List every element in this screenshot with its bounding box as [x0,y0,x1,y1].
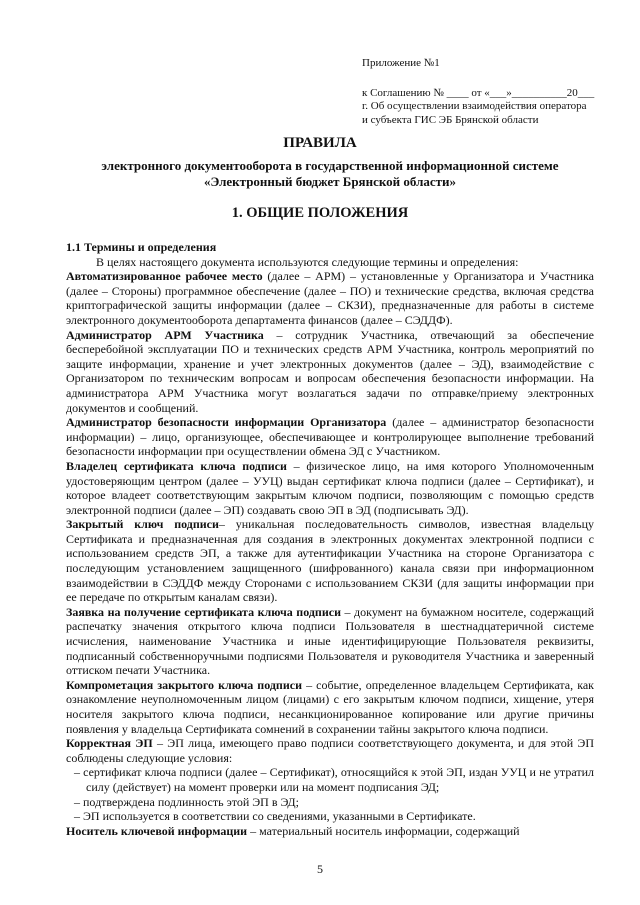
term-name: Носитель ключевой информации [66,823,248,838]
document-title: ПРАВИЛА [283,135,357,151]
term-definition: – ЭП лица, имеющего право подписи соответствующего документа, и для этой ЭП соблюдены следующие условия: [66,736,595,765]
term-name: Автоматизированное рабочее место [66,269,263,284]
page-number: 5 [317,862,323,876]
term-paragraph [66,736,594,765]
annex-line: г. Об осуществлении взаимодействия оператора [362,100,587,112]
term-name: Компрометация закрытого ключа подписи [66,677,302,692]
document-body [66,240,594,838]
term-paragraph [66,678,594,736]
term-definition: (далее – АРМ) – установленные у Организатора и Участника (далее – Стороны) программное обеспечение (далее – ПО) и технические средства, включая средства криптографической защиты информации (далее – СКЗИ), предназначенные для работы в системе электронного документооборота департамента финансов (далее – СЭДДФ). [66,269,594,327]
annex-line: к Соглашению № ____ от «___»__________20___ [362,86,595,99]
condition-item: – подтверждена подлинность этой ЭП в ЭД; [74,794,299,809]
term-name: Владелец сертификата ключа подписи [66,458,287,473]
annex-line: и субъекта ГИС ЭБ Брянской области [362,113,539,126]
document-subtitle: электронного документооборота в государственной информационной системе «Электронный бюджет Брянской области» [101,158,559,189]
term-definition: – уникальная последовательность символов, известная владельцу Сертификата и предназначенная для создания в электронных документах электронной подписи с использованием средств ЭП, а также для аутентификации Участника на стороне Организатора с последующим установлением защищенного (шифрованного) канала связи при информационном взаимодействии в СЭДДФ между Сторонами с использованием СКЗИ (для защиты информации при ее передаче по открытым каналам связи). [66,517,594,605]
term-name: Администратор безопасности информации Организатора [66,415,387,430]
term-paragraph [66,328,594,416]
term-definition: – сотрудник Участника, отвечающий за обеспечение бесперебойной эксплуатации ПО и технических средств АРМ Участника, контроль мероприятий по защите информации, хранение и учет электронных документов (далее – ЭД), взаимодействие с Организатором по техническим вопросам и вопросам обеспечения безопасности информации. На администратора АРМ Участника могут возлагаться задачи по отправке/приему электронных документов и сообщений. [66,327,594,415]
term-paragraph [66,517,594,605]
term-name: Корректная ЭП [66,736,153,751]
term-name: Закрытый ключ подписи [66,517,219,532]
condition-item: – сертификат ключа подписи (далее – Сертификат), относящийся к этой ЭП, издан УУЦ и не утратил силу (действует) на момент проверки или на момент подписания ЭД; [74,765,594,794]
term-paragraph [66,459,594,517]
term-paragraph [66,824,594,839]
term-definition: (далее – администратор безопасности информации) – лицо, организующее, обеспечивающее и контролирующее выполнение требований безопасности информации при осуществлении обмена ЭД с Участником. [66,415,594,459]
term-paragraph [66,415,594,459]
section-heading: 1. ОБЩИЕ ПОЛОЖЕНИЯ [231,205,409,221]
term-definition: – материальный носитель информации, содержащий [247,823,520,838]
condition-item: – ЭП используется в соответствии со сведениями, указанными в Сертификате. [74,809,476,824]
annex-title: Приложение №1 [362,57,440,69]
annex-block [362,57,622,127]
term-name: Администратор АРМ Участника [66,327,264,342]
term-definition: – событие, определенное владельцем Сертификата, как ознакомление неуполномоченным лицом (лицами) с его закрытым ключом подписи, хищение, утеря носителя закрытого ключа подписи, несанкционированное копирование или другие причины появления у владельца Сертификата сомнений в сохранении тайны закрытого ключа подписи. [66,677,595,736]
subsection-heading: 1.1 Термины и определения [66,240,217,254]
term-definition: – физическое лицо, на имя которого Уполномоченным удостоверяющим центром (далее – УУЦ) выдан сертификат ключа подписи (далее – Сертификат), и которое владеет соответствующим закрытым ключом подписи, позволяющим с помощью средств электронной подписи (далее – ЭП) создавать свою ЭП в ЭД (подписывать ЭД). [66,458,594,517]
intro-paragraph: В целях настоящего документа используются следующие термины и определения: [96,254,519,269]
term-definition: – документ на бумажном носителе, содержащий распечатку значения открытого ключа подписи Пользователя в шестнадцатеричной системе исчисления, наименование Участника и иные идентифицирующие Пользователя реквизиты, подписанный собственноручными подписями Пользователя и руководителя Участника и заверенный оттиском печати Участника. [66,604,594,678]
term-paragraph [66,269,594,327]
term-paragraph [66,605,594,678]
term-name: Заявка на получение сертификата ключа подписи [66,604,341,619]
